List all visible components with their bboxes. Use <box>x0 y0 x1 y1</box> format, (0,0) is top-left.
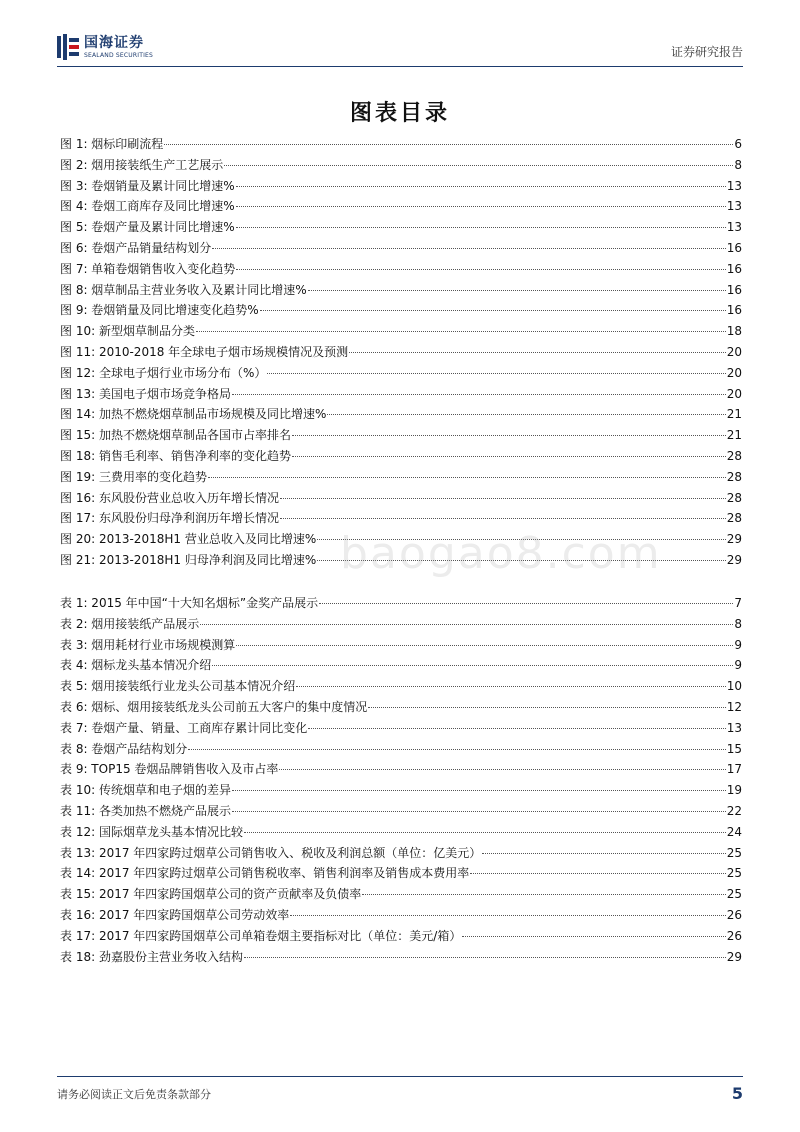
table-toc-entry[interactable] <box>60 884 742 905</box>
figure-toc-entry[interactable] <box>60 425 742 446</box>
table-toc-entry[interactable] <box>60 655 742 676</box>
figure-toc-entry[interactable] <box>60 259 742 280</box>
dot-leader <box>308 728 725 729</box>
toc-entry-label: 表 17: 2017 年四家跨国烟草公司单箱卷烟主要指标对比（单位：美元/箱） <box>60 928 462 943</box>
figure-toc-entry[interactable] <box>60 467 742 488</box>
figures-list <box>60 134 742 571</box>
dot-leader <box>244 957 726 958</box>
toc-entry-page: 24 <box>726 824 742 839</box>
toc-entry-label: 图 9: 卷烟销量及同比增速变化趋势% <box>60 303 259 318</box>
dot-leader <box>327 414 725 415</box>
figure-toc-entry[interactable] <box>60 196 742 217</box>
toc-entry-page: 29 <box>726 949 742 964</box>
page-title: 图表目录 <box>349 101 450 126</box>
toc-entry-label: 表 5: 烟用接装纸行业龙头公司基本情况介绍 <box>60 679 296 694</box>
dot-leader <box>482 853 725 854</box>
dot-leader <box>196 331 726 332</box>
figure-toc-entry[interactable] <box>60 508 742 529</box>
toc-entry-page: 19 <box>726 783 742 798</box>
dot-leader <box>260 310 726 311</box>
dot-leader <box>236 645 733 646</box>
dot-leader <box>368 707 725 708</box>
toc-entry-label: 图 15: 加热不燃烧烟草制品各国市占率排名 <box>60 428 291 443</box>
toc-entry-label: 表 18: 劲嘉股份主营业务收入结构 <box>60 949 243 964</box>
toc-entry-label: 表 10: 传统烟草和电子烟的差异 <box>60 783 231 798</box>
toc-entry-page: 16 <box>726 303 742 318</box>
toc-entry-page: 6 <box>734 137 742 151</box>
dot-leader <box>208 477 726 478</box>
table-toc-entry[interactable] <box>60 843 742 864</box>
dot-leader <box>232 394 726 395</box>
toc-entry-label: 图 11: 2010-2018 年全球电子烟市场规模情况及预测 <box>60 344 349 359</box>
table-toc-entry[interactable] <box>60 676 742 697</box>
sealand-logo-icon <box>57 34 79 60</box>
table-toc-entry[interactable] <box>60 697 742 718</box>
toc-entry-page: 12 <box>726 699 742 714</box>
figure-toc-entry[interactable] <box>60 300 742 321</box>
dot-leader <box>236 186 726 187</box>
toc-entry-label: 图 8: 烟草制品主营业务收入及累计同比增速% <box>60 282 307 297</box>
table-toc-entry[interactable] <box>60 926 742 947</box>
toc-entry-label: 表 6: 烟标、烟用接装纸龙头公司前五大客户的集中度情况 <box>60 699 368 714</box>
dot-leader <box>296 686 725 687</box>
toc-entry-label: 表 7: 卷烟产量、销量、工商库存累计同比变化 <box>60 720 308 735</box>
toc-entry-label: 表 15: 2017 年四家跨国烟草公司的资产贡献率及负债率 <box>60 887 362 902</box>
dot-leader <box>267 373 725 374</box>
figure-toc-entry[interactable] <box>60 280 742 301</box>
dot-leader <box>244 832 726 833</box>
toc-entry-page: 22 <box>726 803 742 818</box>
table-toc-entry[interactable] <box>60 718 742 739</box>
toc-entry-page: 16 <box>726 282 742 297</box>
toc-entry-page: 20 <box>726 386 742 401</box>
figure-toc-entry[interactable] <box>60 384 742 405</box>
toc-entry-page: 17 <box>726 762 742 777</box>
toc-entry-page: 25 <box>726 845 742 860</box>
toc-entry-label: 表 8: 卷烟产品结构划分 <box>60 741 188 756</box>
toc-entry-label: 表 12: 国际烟草龙头基本情况比较 <box>60 824 243 839</box>
toc-entry-page: 28 <box>726 511 742 526</box>
table-toc-entry[interactable] <box>60 635 742 656</box>
dot-leader <box>224 165 733 166</box>
toc-entry-label: 表 9: TOP15 卷烟品牌销售收入及市占率 <box>60 762 279 777</box>
toc-entry-page: 20 <box>726 344 742 359</box>
company-logo <box>57 30 153 64</box>
dot-leader <box>232 811 726 812</box>
table-toc-entry[interactable] <box>60 780 742 801</box>
dot-leader <box>236 269 725 270</box>
toc-entry-label: 图 17: 东风股份归母净利润历年增长情况 <box>60 511 279 526</box>
toc-entry-label: 表 13: 2017 年四家跨过烟草公司销售收入、税收及利润总额（单位：亿美元） <box>60 845 482 860</box>
toc-entry-page: 25 <box>726 887 742 902</box>
dot-leader <box>212 665 733 666</box>
table-toc-entry[interactable] <box>60 822 742 843</box>
dot-leader <box>290 915 725 916</box>
toc-entry-label: 表 14: 2017 年四家跨过烟草公司销售税收率、销售利润率及销售成本费用率 <box>60 866 470 881</box>
table-toc-entry[interactable] <box>60 759 742 780</box>
toc-entry-label: 图 5: 卷烟产量及累计同比增速% <box>60 220 235 235</box>
toc-entry-label: 表 11: 各类加热不燃烧产品展示 <box>60 803 231 818</box>
toc-entry-label: 表 16: 2017 年四家跨国烟草公司劳动效率 <box>60 907 290 922</box>
dot-leader <box>212 248 725 249</box>
toc-entry-label: 表 2: 烟用接装纸产品展示 <box>60 616 200 631</box>
toc-entry-label: 图 4: 卷烟工商库存及同比增速% <box>60 199 235 214</box>
table-toc-entry[interactable] <box>60 947 742 968</box>
dot-leader <box>308 290 726 291</box>
dot-leader <box>164 144 733 145</box>
figure-toc-entry[interactable] <box>60 488 742 509</box>
table-toc-entry[interactable] <box>60 614 742 635</box>
dot-leader <box>280 498 726 499</box>
toc-entry-page: 9 <box>734 658 742 673</box>
table-toc-entry[interactable] <box>60 801 742 822</box>
figure-toc-entry[interactable] <box>60 363 742 384</box>
toc-entry-page: 29 <box>726 532 742 547</box>
toc-entry-page: 28 <box>726 469 742 484</box>
toc-entry-label: 图 20: 2013-2018H1 营业总收入及同比增速% <box>60 532 317 547</box>
toc-entry-label: 图 12: 全球电子烟行业市场分布（%） <box>60 365 267 380</box>
dot-leader <box>292 456 726 457</box>
toc-entry-page: 8 <box>734 616 742 631</box>
dot-leader <box>236 206 726 207</box>
toc-entry-page: 25 <box>726 866 742 881</box>
dot-leader <box>280 518 726 519</box>
figure-toc-entry[interactable] <box>60 134 742 155</box>
toc-entry-label: 图 1: 烟标印刷流程 <box>60 137 164 151</box>
table-toc-entry[interactable] <box>60 739 742 760</box>
toc-entry-page: 10 <box>726 679 742 694</box>
dot-leader <box>232 790 726 791</box>
figure-toc-entry[interactable] <box>60 176 742 197</box>
figure-toc-entry[interactable] <box>60 342 742 363</box>
toc-entry-page: 16 <box>726 240 742 255</box>
toc-entry-page: 8 <box>734 157 742 172</box>
disclaimer-text: 请务必阅读正文后免责条款部分 <box>57 1088 211 1101</box>
dot-leader <box>462 936 725 937</box>
toc-entry-label: 图 18: 销售毛利率、销售净利率的变化趋势 <box>60 448 291 463</box>
report-type-label: 证券研究报告 <box>670 45 743 59</box>
toc-entry-label: 图 14: 加热不燃烧烟草制品市场规模及同比增速% <box>60 407 327 422</box>
page-header <box>57 30 743 67</box>
toc-entry-page: 13 <box>726 178 742 193</box>
toc-entry-page: 29 <box>726 552 742 567</box>
toc-entry-page: 13 <box>726 199 742 214</box>
toc-entry-page: 21 <box>726 428 742 443</box>
dot-leader <box>279 769 725 770</box>
page-number: 5 <box>731 1084 743 1103</box>
toc-entry-label: 表 4: 烟标龙头基本情况介绍 <box>60 658 212 673</box>
toc-entry-page: 9 <box>734 637 742 652</box>
page-footer <box>57 1076 743 1117</box>
toc-entry-label: 图 13: 美国电子烟市场竞争格局 <box>60 386 231 401</box>
dot-leader <box>349 352 726 353</box>
tables-list <box>60 593 742 967</box>
dot-leader <box>470 873 725 874</box>
toc-entry-label: 表 1: 2015 年中国“十大知名烟标”金奖产品展示 <box>60 596 319 610</box>
toc-entry-label: 图 3: 卷烟销量及累计同比增速% <box>60 178 235 193</box>
toc-entry-label: 图 10: 新型烟草制品分类 <box>60 324 195 339</box>
dot-leader <box>362 894 725 895</box>
figure-toc-entry[interactable] <box>60 155 742 176</box>
logo-chinese-name: 国海证券 <box>84 34 144 51</box>
toc-entry-page: 20 <box>726 365 742 380</box>
toc-entry-page: 18 <box>726 324 742 339</box>
table-toc-entry[interactable] <box>60 905 742 926</box>
toc-entry-label: 表 3: 烟用耗材行业市场规模测算 <box>60 637 236 652</box>
dot-leader <box>200 624 733 625</box>
toc-entry-page: 28 <box>726 490 742 505</box>
toc-entry-page: 13 <box>726 720 742 735</box>
dot-leader <box>236 227 726 228</box>
dot-leader <box>292 435 726 436</box>
table-toc-entry[interactable] <box>60 863 742 884</box>
toc-entry-page: 13 <box>726 220 742 235</box>
dot-leader <box>188 749 725 750</box>
figure-toc-entry[interactable] <box>60 404 742 425</box>
toc-entry-page: 28 <box>726 448 742 463</box>
toc-entry-page: 26 <box>726 928 742 943</box>
toc-entry-label: 图 21: 2013-2018H1 归母净利润及同比增速% <box>60 552 317 567</box>
figure-toc-entry[interactable] <box>60 446 742 467</box>
toc-entry-page: 7 <box>734 596 742 610</box>
figure-toc-entry[interactable] <box>60 321 742 342</box>
toc-entry-label: 图 16: 东风股份营业总收入历年增长情况 <box>60 490 279 505</box>
toc-entry-page: 15 <box>726 741 742 756</box>
logo-english-name: SEALAND SECURITIES <box>84 51 154 59</box>
toc-entry-page: 21 <box>726 407 742 422</box>
figure-toc-entry[interactable] <box>60 217 742 238</box>
toc-entry-label: 图 7: 单箱卷烟销售收入变化趋势 <box>60 261 236 276</box>
table-toc-entry[interactable] <box>60 593 742 614</box>
figure-toc-entry[interactable] <box>60 238 742 259</box>
toc-entry-page: 26 <box>726 907 742 922</box>
watermark: baogao8.com <box>340 528 662 579</box>
toc-entry-page: 16 <box>726 261 742 276</box>
toc-entry-label: 图 6: 卷烟产品销量结构划分 <box>60 240 212 255</box>
toc-entry-label: 图 19: 三费用率的变化趋势 <box>60 469 207 484</box>
dot-leader <box>319 603 733 604</box>
toc-entry-label: 图 2: 烟用接装纸生产工艺展示 <box>60 157 224 172</box>
